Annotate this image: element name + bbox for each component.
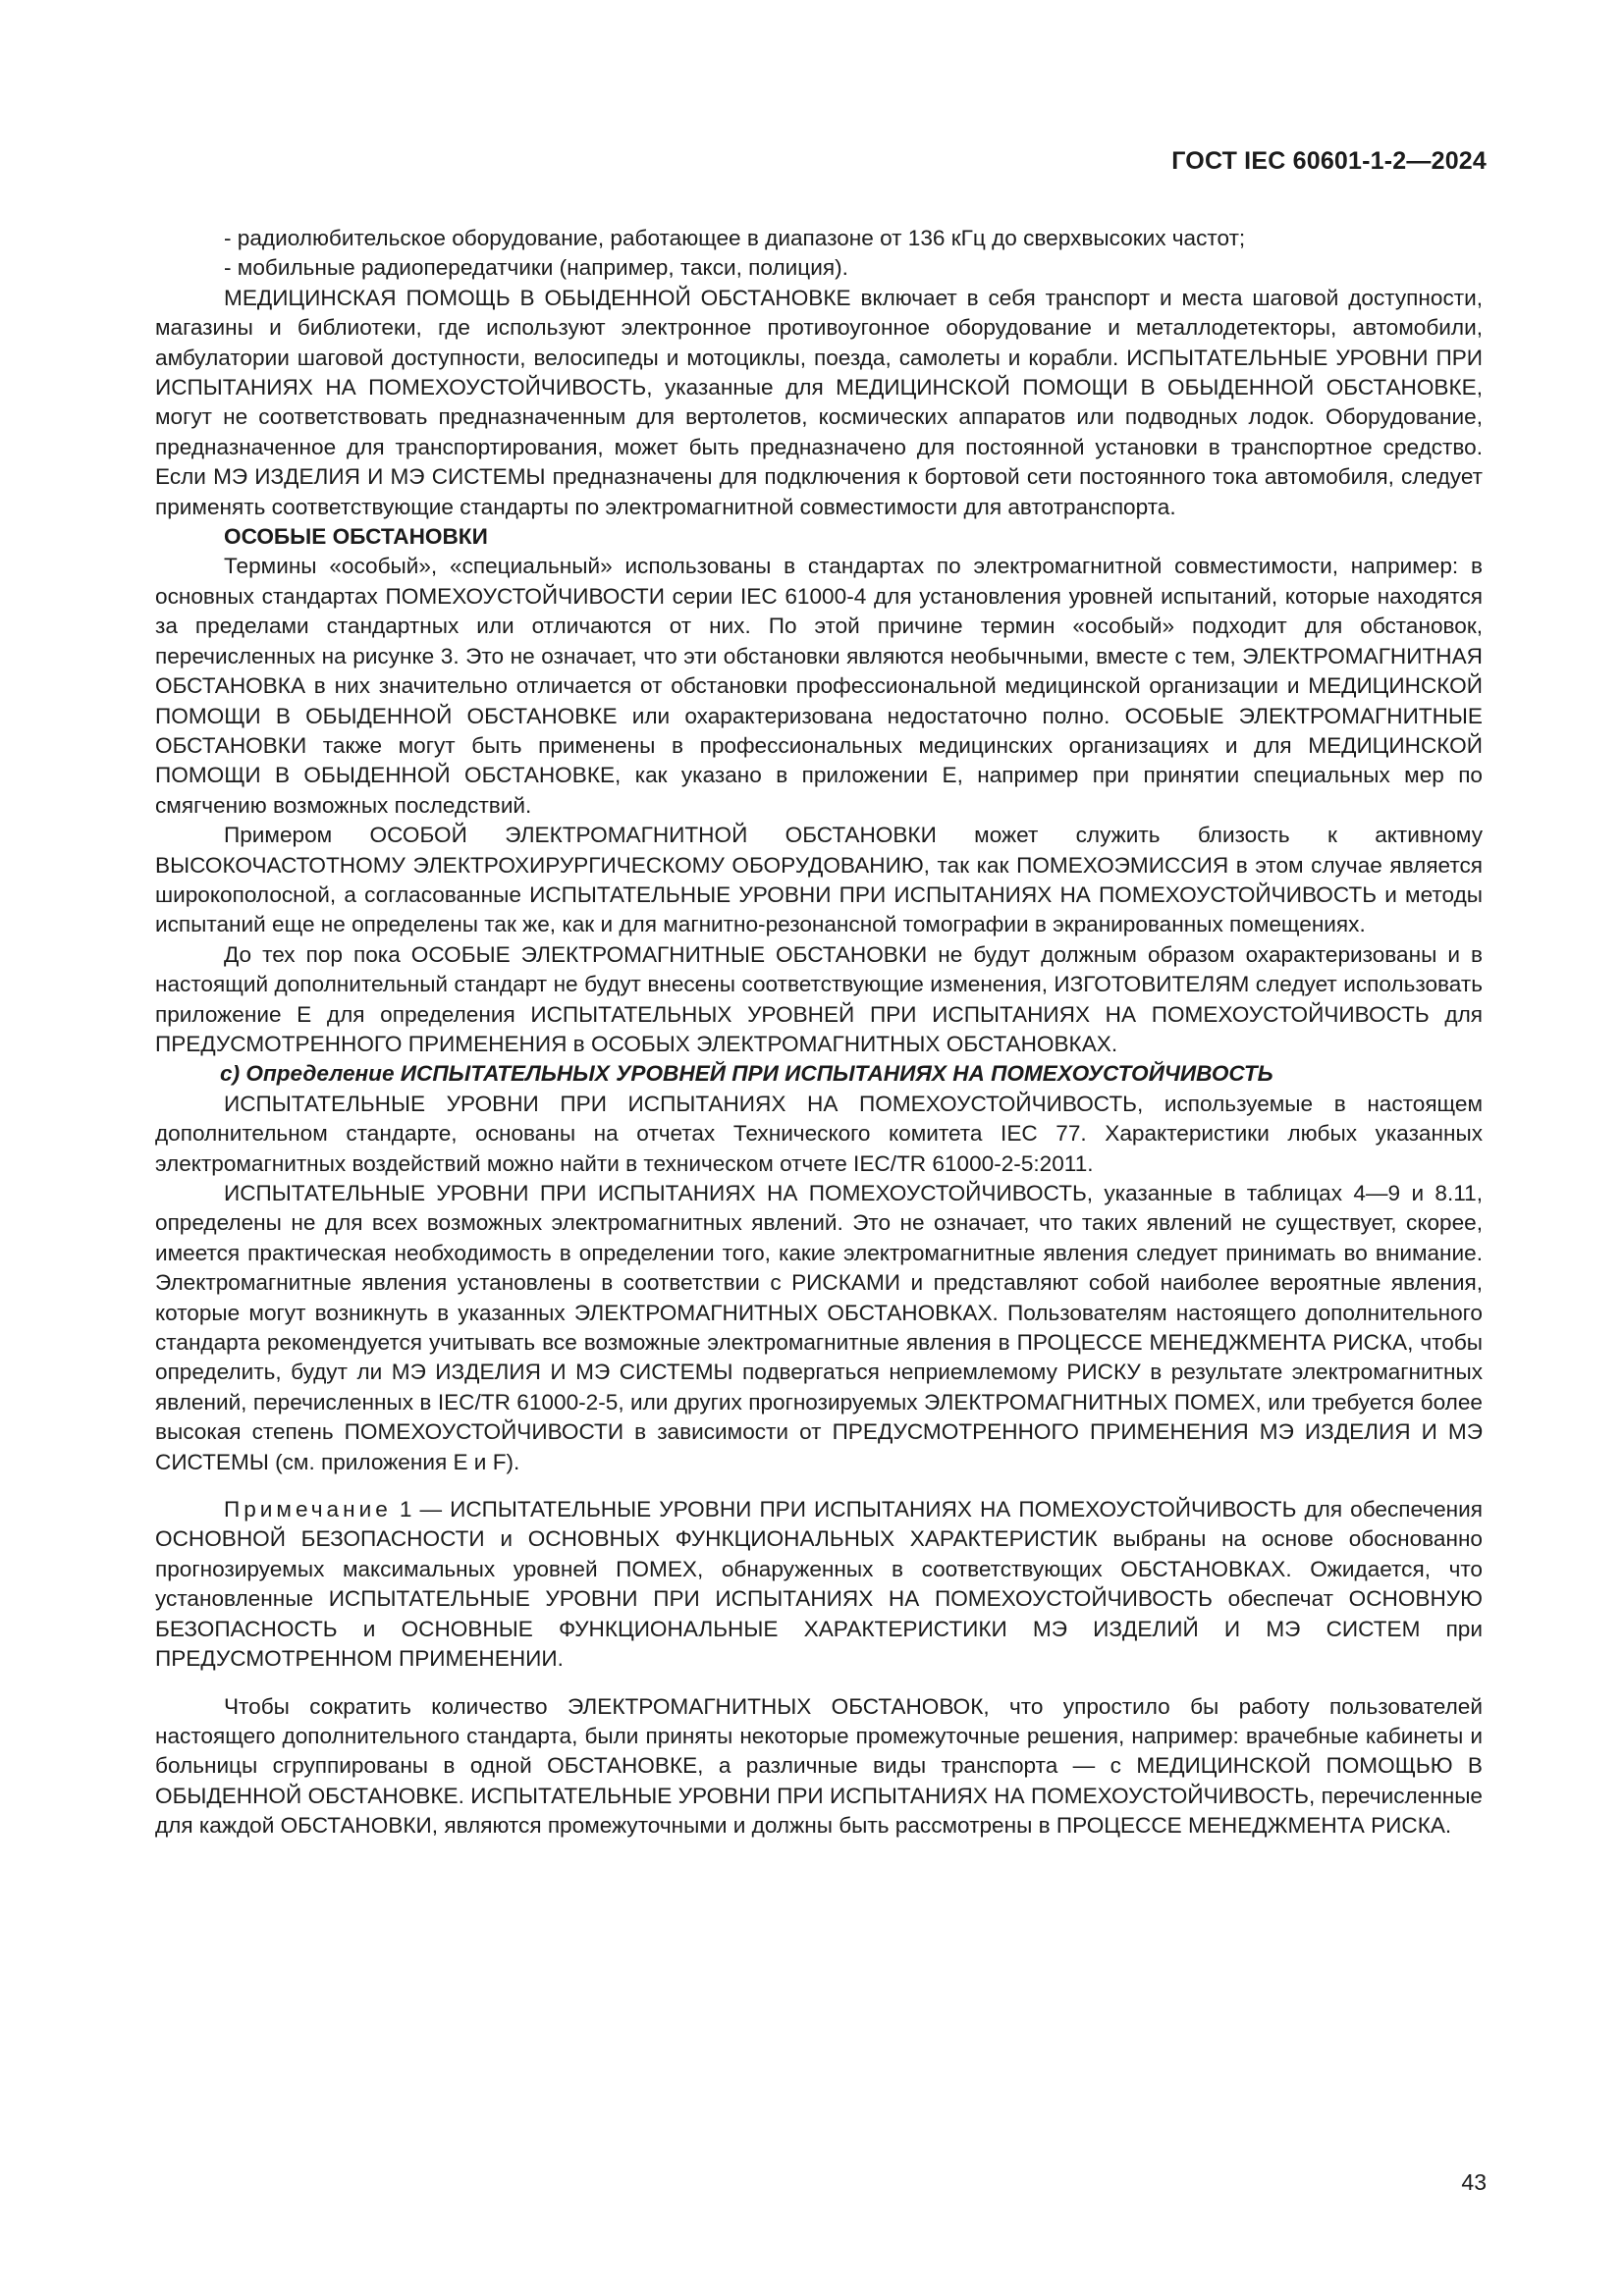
document-body	[155, 224, 1483, 1842]
paragraph: До тех пор пока ОСОБЫЕ ЭЛЕКТРОМАГНИТНЫЕ ОБСТАНОВКИ не будут должным образом охарактеризованы и в настоящий дополнительный стандарт не будут внесены соответствующие изменения, ИЗГОТОВИТЕЛЯМ следует использовать приложение Е для определения ИСПЫТАТЕЛЬНЫХ УРОВНЕЙ ПРИ ИСПЫТАНИЯХ НА ПОМЕХОУСТОЙЧИВОСТЬ для ПРЕДУСМОТРЕННОГО ПРИМЕНЕНИЯ в ОСОБЫХ ЭЛЕКТРОМАГНИТНЫХ ОБСТАНОВКАХ.	[155, 941, 1483, 1056]
paragraph: ИСПЫТАТЕЛЬНЫЕ УРОВНИ ПРИ ИСПЫТАНИЯХ НА ПОМЕХОУСТОЙЧИВОСТЬ, указанные в таблицах 4—9 и 8.11, определены не для всех возможных электромагнитных явлений. Это не означает, что таких явлений не существует, скорее, имеется практическая необходимость в определении того, какие электромагнитные явления следует принимать во внимание. Электромагнитные явления установлены в соответствии с РИСКАМИ и представляют собой наиболее вероятные явления, которые могут возникнуть в указанных ЭЛЕКТРОМАГНИТНЫХ ОБСТАНОВКАХ. Пользователям настоящего дополнительного стандарта рекомендуется учитывать все возможные электромагнитные явления в ПРОЦЕССЕ МЕНЕДЖМЕНТА РИСКА, чтобы определить, будут ли МЭ ИЗДЕЛИЯ И МЭ СИСТЕМЫ подвергаться неприемлемому РИСКУ в результате электромагнитных явлений, перечисленных в IEC/TR 61000-2-5, или других прогнозируемых ЭЛЕКТРОМАГНИТНЫХ ПОМЕХ, или требуется более высокая степень ПОМЕХОУСТОЙЧИВОСТИ в зависимости от ПРЕДУСМОТРЕННОГО ПРИМЕНЕНИЯ МЭ ИЗДЕЛИЯ И МЭ СИСТЕМЫ (см. приложения Е и F).	[155, 1181, 1483, 1474]
note-text: 1 — ИСПЫТАТЕЛЬНЫЕ УРОВНИ ПРИ ИСПЫТАНИЯХ НА ПОМЕХОУСТОЙЧИВОСТЬ для обеспечения ОСНОВНОЙ БЕЗОПАСНОСТИ и ОСНОВНЫХ ФУНКЦИОНАЛЬНЫХ ХАРАКТЕРИСТИК выбраны на основе обоснованно прогнозируемых максимальных уровней ПОМЕХ, обнаруженных в соответствующих ОБСТАНОВКАХ. Ожидается, что установленные ИСПЫТАТЕЛЬНЫЕ УРОВНИ ПРИ ИСПЫТАНИЯХ НА ПОМЕХОУСТОЙЧИВОСТЬ обеспечат ОСНОВНУЮ БЕЗОПАСНОСТЬ и ОСНОВНЫЕ ФУНКЦИОНАЛЬНЫЕ ХАРАКТЕРИСТИКИ МЭ ИЗДЕЛИЙ И МЭ СИСТЕМ при ПРЕДУСМОТРЕННОМ ПРИМЕНЕНИИ.	[155, 1497, 1483, 1672]
paragraph: Примером ОСОБОЙ ЭЛЕКТРОМАГНИТНОЙ ОБСТАНОВКИ может служить близость к активному ВЫСОКОЧАСТОТНОМУ ЭЛЕКТРОХИРУРГИЧЕСКОМУ ОБОРУДОВАНИЮ, так как ПОМЕХОЭМИССИЯ в этом случае является широкополосной, а согласованные ИСПЫТАТЕЛЬНЫЕ УРОВНИ ПРИ ИСПЫТАНИЯХ НА ПОМЕХОУСТОЙЧИВОСТЬ и методы испытаний еще не определены так же, как и для магнитно-резонансной томографии в экранированных помещениях.	[155, 823, 1483, 937]
paragraph: Термины «особый», «специальный» использованы в стандартах по электромагнитной совместимости, например: в основных стандартах ПОМЕХОУСТОЙЧИВОСТИ серии IEC 61000-4 для установления уровней испытаний, которые находятся за пределами стандартных или отличаются от них. По этой причине термин «особый» подходит для обстановок, перечисленных на рисунке 3. Это не означает, что эти обстановки являются необычными, вместе с тем, ЭЛЕКТРОМАГНИТНАЯ ОБСТАНОВКА в них значительно отличается от обстановки профессиональной медицинской организации и МЕДИЦИНСКОЙ ПОМОЩИ В ОБЫДЕННОЙ ОБСТАНОВКЕ или охарактеризована недостаточно полно. ОСОБЫЕ ЭЛЕКТРОМАГНИТНЫЕ ОБСТАНОВКИ также могут быть применены в профессиональных медицинских организациях и для МЕДИЦИНСКОЙ ПОМОЩИ В ОБЫДЕННОЙ ОБСТАНОВКЕ, как указано в приложении Е, например при принятии специальных мер по смягчению возможных последствий.	[155, 554, 1483, 818]
paragraph: Чтобы сократить количество ЭЛЕКТРОМАГНИТНЫХ ОБСТАНОВОК, что упростило бы работу пользователей настоящего дополнительного стандарта, были приняты некоторые промежуточные решения, например: врачебные кабинеты и больницы сгруппированы в одной ОБСТАНОВКЕ, а различные виды транспорта — с МЕДИЦИНСКОЙ ПОМОЩЬЮ В ОБЫДЕННОЙ ОБСТАНОВКЕ. ИСПЫТАТЕЛЬНЫЕ УРОВНИ ПРИ ИСПЫТАНИЯХ НА ПОМЕХОУСТОЙЧИВОСТЬ, перечисленные для каждой ОБСТАНОВКИ, являются промежуточными и должны быть рассмотрены в ПРОЦЕССЕ МЕНЕДЖМЕНТА РИСКА.	[155, 1693, 1483, 1839]
list-item: - радиолюбительское оборудование, работающее в диапазоне от 136 кГц до сверхвысоких частот;	[224, 226, 1246, 250]
paragraph: ИСПЫТАТЕЛЬНЫЕ УРОВНИ ПРИ ИСПЫТАНИЯХ НА ПОМЕХОУСТОЙЧИВОСТЬ, используемые в настоящем дополнительном стандарте, основаны на отчетах Технического комитета IEC 77. Характеристики любых указанных электромагнитных воздействий можно найти в техническом отчете IEC/TR 61000-2-5:2011.	[155, 1091, 1483, 1176]
subsection-heading: с) Определение ИСПЫТАТЕЛЬНЫХ УРОВНЕЙ ПРИ ИСПЫТАНИЯХ НА ПОМЕХОУСТОЙЧИВОСТЬ	[220, 1061, 1273, 1087]
section-heading: ОСОБЫЕ ОБСТАНОВКИ	[224, 524, 488, 550]
list-item: - мобильные радиопередатчики (например, такси, полиция).	[224, 255, 848, 281]
page-number: 43	[1461, 2169, 1487, 2195]
document-id: ГОСТ IEC 60601-1-2—2024	[1171, 147, 1487, 175]
note-label: Примечание	[224, 1497, 392, 1522]
paragraph: МЕДИЦИНСКАЯ ПОМОЩЬ В ОБЫДЕННОЙ ОБСТАНОВКЕ включает в себя транспорт и места шаговой доступности, магазины и библиотеки, где используют электронное противоугонное оборудование и металлодетекторы, автомобили, амбулатории шаговой доступности, велосипеды и мотоциклы, поезда, самолеты и корабли. ИСПЫТАТЕЛЬНЫЕ УРОВНИ ПРИ ИСПЫТАНИЯХ НА ПОМЕХОУСТОЙЧИВОСТЬ, указанные для МЕДИЦИНСКОЙ ПОМОЩИ В ОБЫДЕННОЙ ОБСТАНОВКЕ, могут не соответствовать предназначенным для вертолетов, космических аппаратов или подводных лодок. Оборудование, предназначенное для транспортирования, может быть предназначено для постоянной установки в транспортное средство. Если МЭ ИЗДЕЛИЯ И МЭ СИСТЕМЫ предназначены для подключения к бортовой сети постоянного тока автомобиля, следует применять соответствующие стандарты по электромагнитной совместимости для автотранспорта.	[155, 285, 1483, 519]
note	[155, 1495, 1483, 1674]
